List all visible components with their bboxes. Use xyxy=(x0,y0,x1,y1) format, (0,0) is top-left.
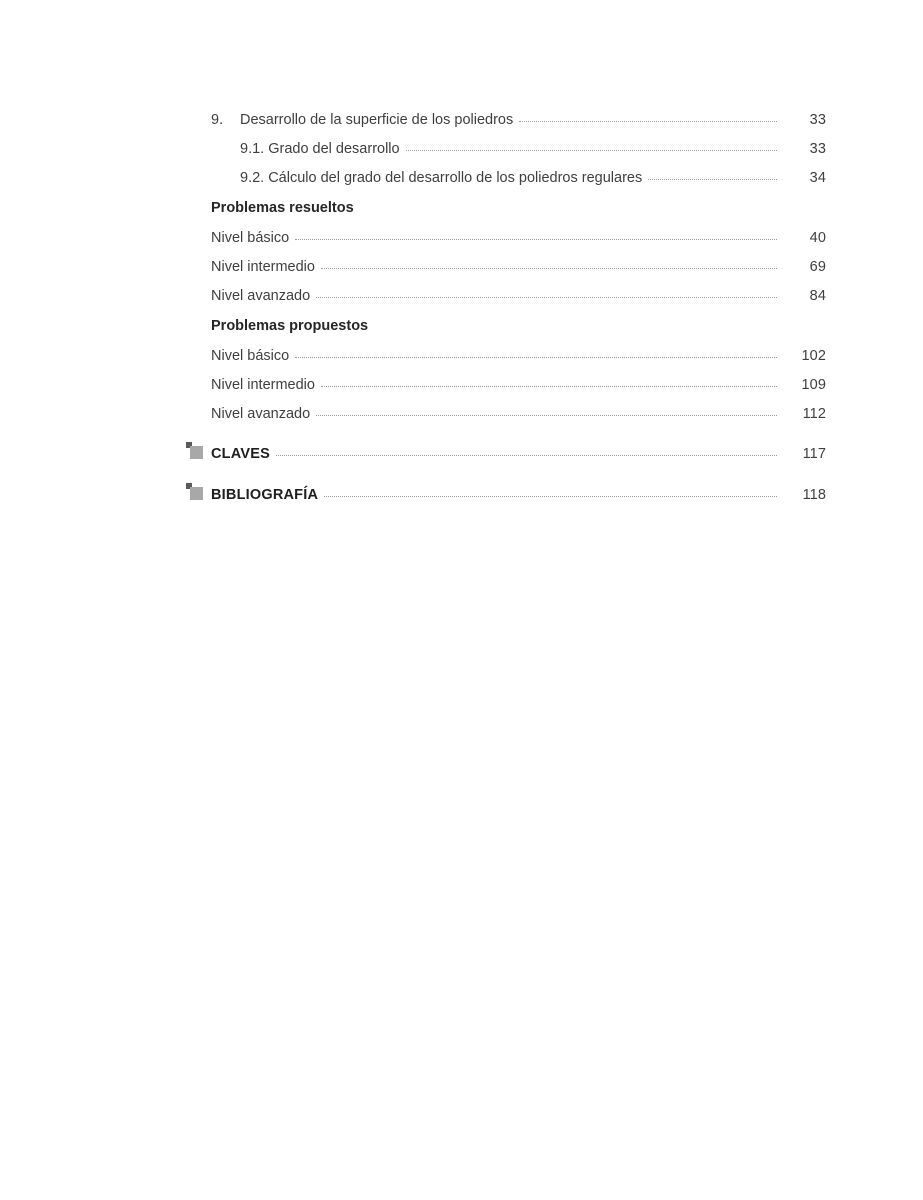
double-square-bullet-icon xyxy=(186,447,211,464)
dot-leader xyxy=(648,178,777,180)
toc-entry-title: Nivel avanzado xyxy=(211,406,311,422)
table-of-contents xyxy=(186,112,826,504)
toc-entry-page: 84 xyxy=(809,288,826,304)
toc-entry-label-group xyxy=(211,348,289,364)
dot-leader xyxy=(316,296,777,298)
bullet-square-large xyxy=(190,487,203,500)
toc-entry-label-group xyxy=(211,446,270,462)
toc-entry-page: 109 xyxy=(801,377,826,393)
toc-entry-numbered[interactable] xyxy=(186,112,826,128)
toc-entry-label-group xyxy=(211,406,310,422)
toc-entry-title: 9.2. Cálculo del grado del desarrollo de los poliedros regulares xyxy=(240,170,643,186)
toc-entry-number: 9. xyxy=(211,112,224,128)
toc-entry-title: Nivel básico xyxy=(211,230,290,246)
dot-leader xyxy=(324,495,777,497)
toc-section-heading: Problemas resueltos xyxy=(211,200,354,216)
dot-leader xyxy=(295,356,777,358)
toc-entry-label-group xyxy=(211,259,315,275)
toc-entry-plain[interactable] xyxy=(186,406,826,422)
toc-entry-page: 112 xyxy=(802,406,826,422)
dot-leader xyxy=(519,120,777,122)
toc-entry-plain[interactable] xyxy=(186,259,826,275)
dot-leader xyxy=(295,238,777,240)
toc-entry-plain[interactable] xyxy=(186,348,826,364)
toc-entry-page: 33 xyxy=(809,112,826,128)
dot-leader xyxy=(406,149,777,151)
toc-section-heading: Problemas propuestos xyxy=(211,318,369,334)
toc-entry-title: CLAVES xyxy=(211,446,270,462)
toc-entry-title: 9.1. Grado del desarrollo xyxy=(240,141,400,157)
dot-leader xyxy=(321,385,777,387)
toc-entry-label-group xyxy=(211,112,513,128)
toc-entry-label-group xyxy=(211,487,318,503)
toc-entry-label-group xyxy=(211,230,289,246)
toc-entry-major-bibliografia[interactable] xyxy=(186,487,826,504)
toc-entry-page: 117 xyxy=(802,446,826,462)
toc-entry-title: Nivel básico xyxy=(211,348,290,364)
dot-leader xyxy=(316,414,777,416)
toc-entry-page: 33 xyxy=(809,141,826,157)
toc-entry-plain[interactable] xyxy=(186,377,826,393)
toc-entry-page: 34 xyxy=(809,170,826,186)
toc-entry-sub[interactable] xyxy=(186,170,826,186)
toc-entry-title: Nivel intermedio xyxy=(211,377,315,393)
toc-entry-page: 69 xyxy=(809,259,826,275)
toc-entry-label-group xyxy=(211,377,315,393)
toc-entry-label-group xyxy=(240,141,400,157)
toc-entry-page: 118 xyxy=(802,487,826,503)
toc-entry-sub[interactable] xyxy=(186,141,826,157)
dot-leader xyxy=(321,267,777,269)
dot-leader xyxy=(276,454,777,456)
toc-entry-title: Nivel intermedio xyxy=(211,259,315,275)
toc-entry-title: Desarrollo de la superficie de los poliedros xyxy=(240,112,514,128)
toc-entry-page: 102 xyxy=(801,348,826,364)
toc-entry-title: BIBLIOGRAFÍA xyxy=(211,487,319,503)
toc-entry-label-group xyxy=(240,170,642,186)
toc-entry-label-group xyxy=(211,288,310,304)
toc-entry-page: 40 xyxy=(809,230,826,246)
double-square-bullet-icon xyxy=(186,488,211,505)
toc-entry-plain[interactable] xyxy=(186,288,826,304)
toc-entry-plain[interactable] xyxy=(186,230,826,246)
bullet-square-large xyxy=(190,446,203,459)
toc-entry-title: Nivel avanzado xyxy=(211,288,311,304)
toc-entry-major-claves[interactable] xyxy=(186,446,826,463)
